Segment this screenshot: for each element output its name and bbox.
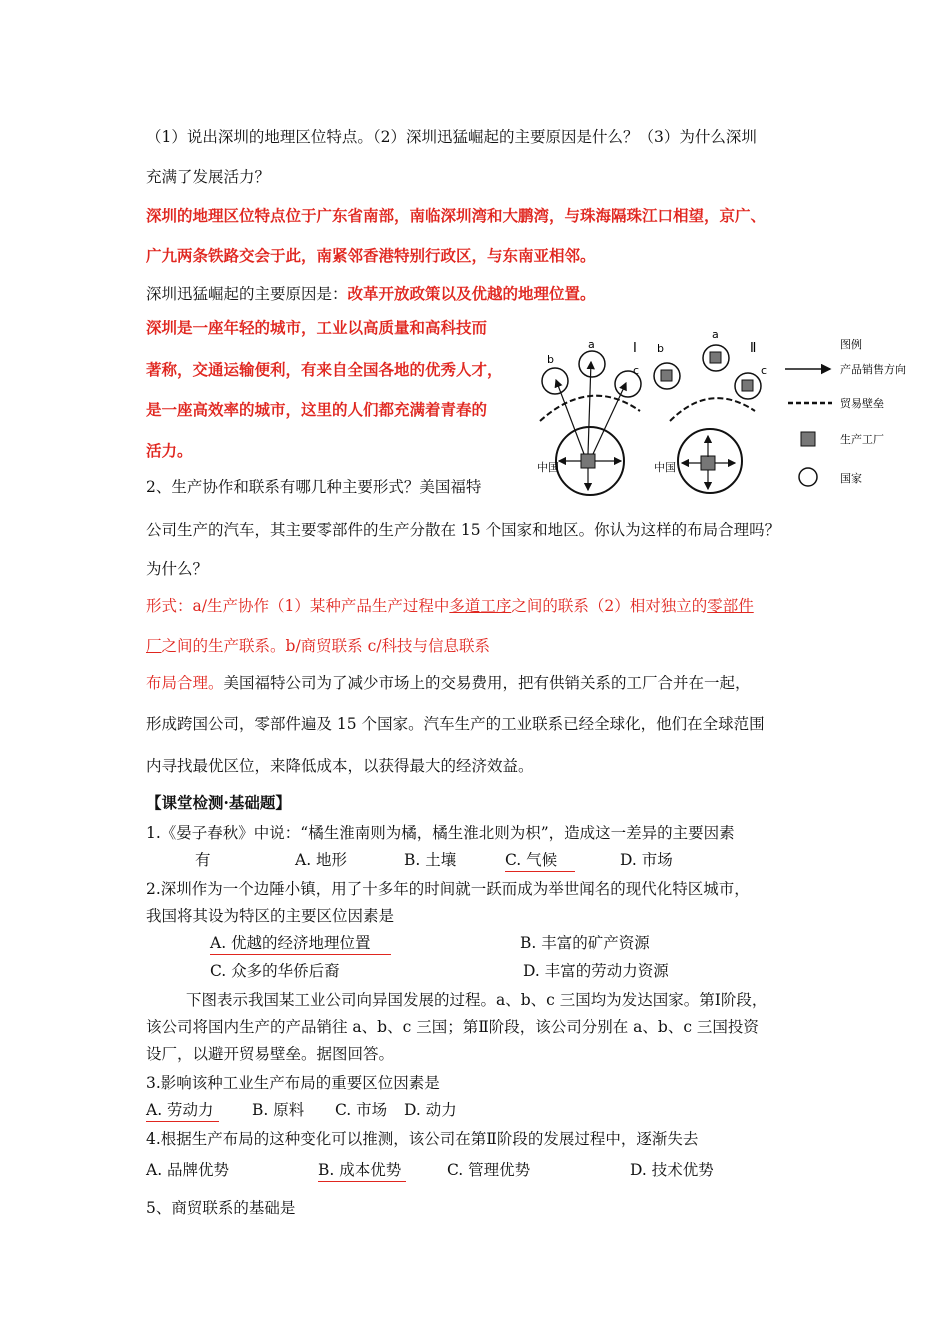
answer-location-line: 广九两条铁路交会于此，南紧邻香港特别行政区，与东南亚相邻。 <box>146 246 596 265</box>
factory-icon <box>661 370 672 381</box>
mc1-option-b: B. 土壤 <box>404 851 457 869</box>
mc3-option-b: B. 原料 <box>252 1101 305 1119</box>
label-c: c <box>633 364 640 377</box>
mc4-option-b: B. 成本优势 <box>318 1160 406 1182</box>
answer-vitality-line: 是一座高效率的城市，这里的人们都充满着青春的 <box>146 400 488 419</box>
mc1-option-d: D. 市场 <box>620 851 673 869</box>
industry-expansion-diagram <box>530 326 930 501</box>
passage-line: 下图表示我国某工业公司向异国发展的过程。a、b、c 三国均为发达国家。第Ⅰ阶段， <box>186 991 768 1009</box>
mc2-option-d: D. 丰富的劳动力资源 <box>523 962 669 980</box>
legend-country-icon <box>799 468 817 486</box>
mc1-option-a: A. 地形 <box>295 851 348 869</box>
label-a: a <box>588 338 595 351</box>
mc2-option-c: C. 众多的华侨后裔 <box>210 962 340 980</box>
mc3-stem: 3.影响该种工业生产布局的重要区位因素是 <box>146 1074 440 1092</box>
answer-vitality-line: 深圳是一座年轻的城市，工业以高质量和高科技而 <box>146 318 488 337</box>
mc4-option-d: D. 技术优势 <box>630 1161 714 1179</box>
answer-layout-text: 美国福特公司为了减少市场上的交易费用，把有供销关系的工厂合并在一起， <box>223 674 751 692</box>
answer-forms-underlined: 厂 <box>146 637 162 655</box>
stage-1-label: Ⅰ <box>633 341 637 356</box>
china-label: 中国 <box>537 461 559 474</box>
label-c: c <box>761 364 768 377</box>
label-a: a <box>712 328 719 341</box>
stage-2-label: Ⅱ <box>750 341 757 356</box>
answer-vitality-line: 著称，交通运输便利，有来自全国各地的优秀人才， <box>146 360 503 379</box>
label-b: b <box>657 342 664 355</box>
mc3-option-d: D. 动力 <box>404 1101 457 1119</box>
answer-forms-underlined: 多道工序 <box>449 597 512 615</box>
answer-layout-line: 内寻找最优区位，来降低成本，以获得最大的经济效益。 <box>146 757 534 775</box>
answer-forms-line <box>146 636 490 656</box>
question-2-line: 2、生产协作和联系有哪几种主要形式？美国福特 <box>146 478 482 496</box>
question-line: 充满了发展活力？ <box>146 168 271 186</box>
mc3-option-c: C. 市场 <box>335 1101 388 1119</box>
legend-title: 图例 <box>840 338 862 351</box>
mc2-stem: 2.深圳作为一个边陲小镇，用了十多年的时间就一跃而成为举世闻名的现代化特区城市， <box>146 880 750 898</box>
answer-location-line: 深圳的地理区位特点位于广东省南部，南临深圳湾和大鹏湾，与珠海隔珠江口相望，京广、 <box>146 206 767 225</box>
answer-forms-text: 之间的联系（2）相对独立的 <box>511 597 708 615</box>
section-title: 【课堂检测·基础题】 <box>146 793 291 812</box>
legend-factory-icon <box>801 432 815 446</box>
answer-layout-verdict: 布局合理。 <box>146 674 224 692</box>
label-b: b <box>547 353 554 366</box>
country-circle-b <box>542 368 568 394</box>
answer-reason-text: 改革开放政策以及优越的地理位置。 <box>347 284 596 303</box>
mc1-stem-cont: 有 <box>195 851 211 869</box>
legend-item: 生产工厂 <box>840 433 884 446</box>
answer-reason-prefix: 深圳迅猛崛起的主要原因是： <box>146 285 348 303</box>
mc4-stem: 4.根据生产布局的这种变化可以推测，该公司在第Ⅱ阶段的发展过程中，逐渐失去 <box>146 1130 699 1148</box>
answer-layout-line: 形成跨国公司，零部件遍及 15 个国家。汽车生产的工业联系已经全球化，他们在全球范围 <box>146 715 765 733</box>
mc5-stem: 5、商贸联系的基础是 <box>146 1199 296 1217</box>
mc4-option-c: C. 管理优势 <box>447 1161 531 1179</box>
legend-item: 贸易壁垒 <box>840 397 884 410</box>
factory-icon <box>701 456 715 470</box>
answer-layout-line <box>146 673 751 693</box>
answer-forms-text: 形式：a/生产协作（1）某种产品生产过程中 <box>146 597 450 615</box>
legend-item: 国家 <box>840 472 862 485</box>
sales-arrow <box>593 383 626 454</box>
factory-icon <box>742 380 753 391</box>
mc1-stem: 1.《晏子春秋》中说：“橘生淮南则为橘，橘生淮北则为枳”，造成这一差异的主要因素 <box>146 824 735 842</box>
answer-forms-line <box>146 596 754 616</box>
trade-barrier <box>670 398 755 421</box>
question-2-line: 公司生产的汽车，其主要零部件的生产分散在 15 个国家和地区。你认为这样的布局合理吗？ <box>146 521 781 539</box>
mc1-option-c: C. 气候 <box>505 850 575 872</box>
mc2-option-b: B. 丰富的矿产资源 <box>520 934 650 952</box>
question-2-line: 为什么？ <box>146 560 209 578</box>
answer-vitality-line: 活力。 <box>146 441 193 460</box>
question-line: （1）说出深圳的地理区位特点。（2）深圳迅猛崛起的主要原因是什么？（3）为什么深圳 <box>146 128 757 146</box>
answer-forms-underlined: 零部件 <box>707 597 754 615</box>
passage-line: 设厂，以避开贸易壁垒。据图回答。 <box>146 1045 395 1063</box>
mc3-option-a: A. 劳动力 <box>146 1100 219 1122</box>
factory-icon <box>710 352 721 363</box>
mc2-stem: 我国将其设为特区的主要区位因素是 <box>146 907 395 925</box>
legend-item: 产品销售方向 <box>840 363 906 376</box>
country-circle-a <box>579 351 605 377</box>
mc4-option-a: A. 品牌优势 <box>146 1161 230 1179</box>
mc2-option-a: A. 优越的经济地理位置 <box>210 933 391 955</box>
passage-line: 该公司将国内生产的产品销往 a、b、c 三国；第Ⅱ阶段，该公司分别在 a、b、c 三国投资 <box>146 1018 759 1036</box>
answer-forms-text: 之间的生产联系。b/商贸联系 c/科技与信息联系 <box>161 637 490 655</box>
answer-reason <box>146 284 596 304</box>
china-label: 中国 <box>654 461 676 474</box>
factory-icon <box>581 454 595 468</box>
